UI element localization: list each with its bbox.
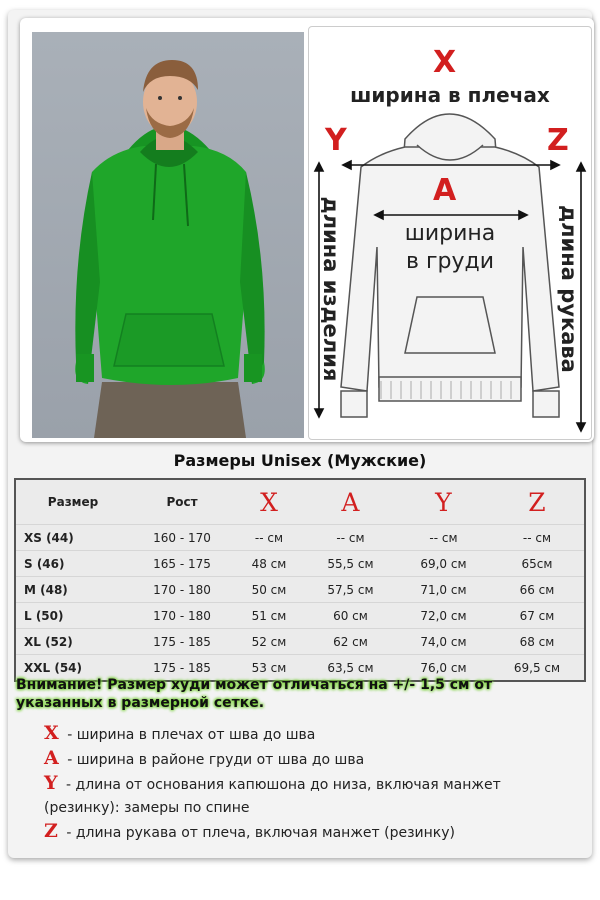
table-header-row [15, 479, 585, 525]
cell-size: S (46) [15, 551, 130, 577]
sleeve-length-label: длина рукава [557, 205, 581, 373]
diagram-letter-y: Y [325, 123, 347, 158]
cell-height: 170 - 180 [130, 577, 234, 603]
cell-z: 66 см [490, 577, 585, 603]
legend-letter: Y [44, 772, 58, 794]
cell-x: 51 см [234, 603, 304, 629]
legend-text: - длина рукава от плеча, включая манжет (резинку) [61, 825, 456, 841]
legend-text: - ширина в плечах от шва до шва [62, 727, 316, 743]
legend-item [44, 722, 564, 747]
cell-a: 55,5 см [304, 551, 397, 577]
cell-y: 74,0 см [397, 629, 490, 655]
cell-z: -- см [490, 525, 585, 551]
header-height: Рост [166, 495, 198, 509]
cell-a: -- см [304, 525, 397, 551]
size-warning: Внимание! Размер худи может отличаться на +/- 1,5 см от указанных в размерной сетке. [16, 677, 493, 711]
header-z: Z [528, 487, 546, 517]
legend-item [44, 820, 564, 845]
cell-height: 160 - 170 [130, 525, 234, 551]
cell-a: 60 см [304, 603, 397, 629]
cell-z: 65см [490, 551, 585, 577]
cell-size: L (50) [15, 603, 130, 629]
measurement-legend [44, 722, 564, 845]
table-row [15, 551, 585, 577]
cell-y: -- см [397, 525, 490, 551]
cell-y: 72,0 см [397, 603, 490, 629]
diagram-letter-a: A [433, 173, 457, 208]
table-row [15, 603, 585, 629]
cell-a: 57,5 см [304, 577, 397, 603]
legend-item [44, 772, 564, 820]
legend-item [44, 747, 564, 772]
legend-text: - ширина в районе груди от шва до шва [62, 752, 365, 768]
header-y: Y [435, 487, 452, 517]
diagram-letter-x: X [433, 45, 457, 80]
cell-x: 50 см [234, 577, 304, 603]
cell-z: 69,5 см [490, 655, 585, 682]
cell-z: 67 см [490, 603, 585, 629]
cell-x: 53 см [234, 655, 304, 682]
cell-a: 63,5 см [304, 655, 397, 682]
hoodie-model-illustration [32, 32, 304, 438]
size-chart-title: Размеры Unisex (Мужские) [173, 451, 427, 470]
cell-size: XL (52) [15, 629, 130, 655]
header-x: X [260, 487, 278, 517]
header-size: Размер [47, 495, 99, 509]
cell-y: 76,0 см [397, 655, 490, 682]
chest-width-label-line1: ширина [404, 221, 496, 246]
table-row [15, 525, 585, 551]
cell-z: 68 см [490, 629, 585, 655]
cell-x: 52 см [234, 629, 304, 655]
cell-height: 175 - 185 [130, 629, 234, 655]
chest-width-label-line2: в груди [405, 249, 494, 274]
cell-y: 69,0 см [397, 551, 490, 577]
garment-length-label: длина изделия [319, 196, 343, 382]
diagram-letter-z: Z [547, 123, 569, 158]
table-row [15, 577, 585, 603]
table-row [15, 629, 585, 655]
legend-letter: A [44, 747, 59, 769]
cell-height: 170 - 180 [130, 603, 234, 629]
model-photo [32, 32, 304, 438]
measurement-diagram [308, 26, 592, 440]
shoulder-width-label: ширина в плечах [350, 83, 550, 107]
cell-size: XS (44) [15, 525, 130, 551]
cell-a: 62 см [304, 629, 397, 655]
cell-size: M (48) [15, 577, 130, 603]
legend-text: - длина от основания капюшона до низа, включая манжет (резинку): замеры по спине [44, 777, 501, 816]
legend-letter: X [44, 722, 59, 744]
legend-letter: Z [44, 820, 58, 842]
size-table [14, 478, 586, 682]
cell-height: 175 - 185 [130, 655, 234, 682]
header-a: A [341, 487, 360, 517]
cell-x: 48 см [234, 551, 304, 577]
cell-height: 165 - 175 [130, 551, 234, 577]
cell-size: XXL (54) [15, 655, 130, 682]
image-frame [20, 18, 594, 442]
cell-y: 71,0 см [397, 577, 490, 603]
cell-x: -- см [234, 525, 304, 551]
